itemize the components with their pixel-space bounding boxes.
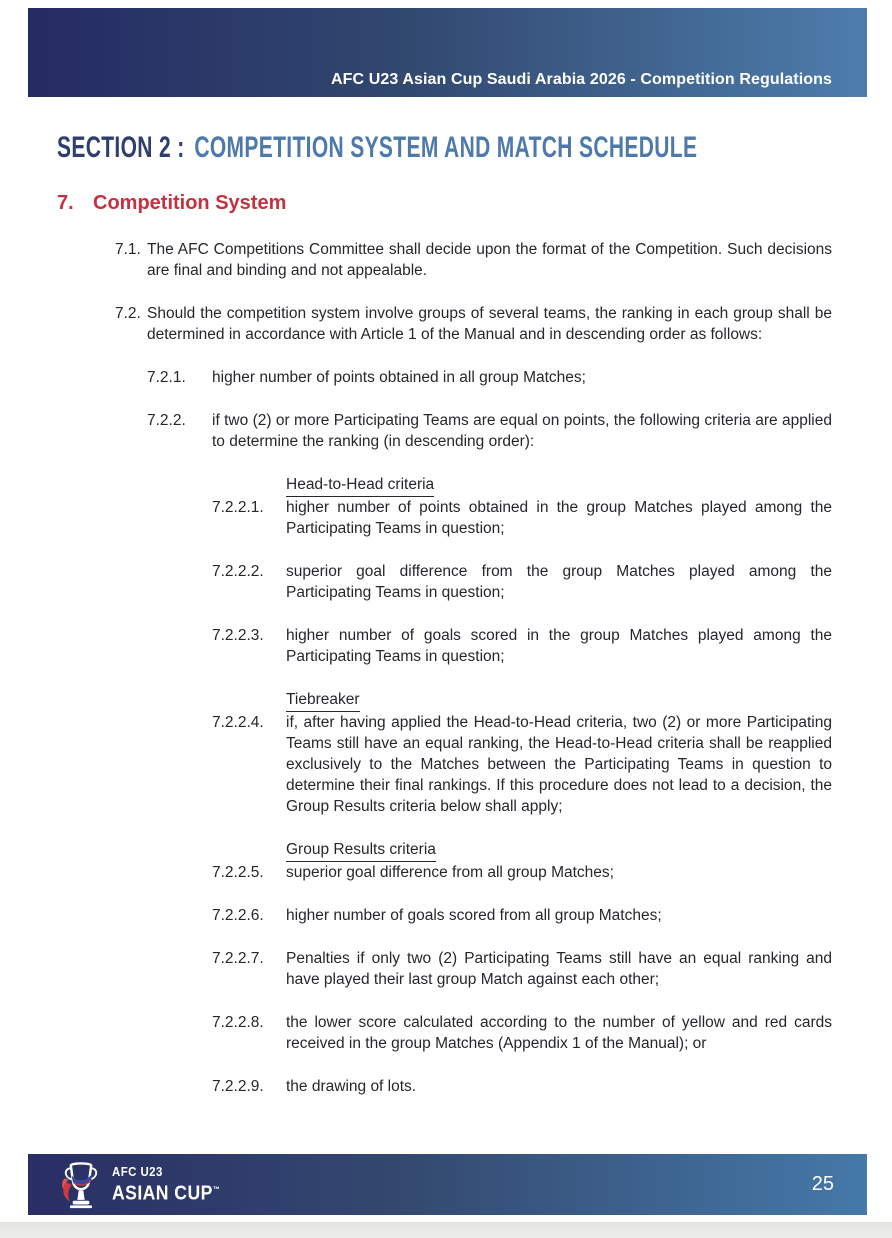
- clause-number: 7.2.2.7.: [212, 950, 264, 967]
- afc-u23-asian-cup-logo: [58, 1160, 235, 1210]
- clause-row: [115, 239, 832, 281]
- section-title-text: COMPETITION SYSTEM AND MATCH SCHEDULE: [194, 131, 698, 164]
- page-bottom-edge: [0, 1222, 892, 1238]
- article-heading: [57, 192, 286, 215]
- clause-row: [147, 367, 832, 388]
- page-number: 25: [811, 1173, 834, 1195]
- clause-text: higher number of points obtained in all group Matches;: [212, 369, 586, 386]
- regulation-item: [0, 239, 892, 281]
- clause-row: [212, 1076, 832, 1097]
- clause-text: higher number of goals scored from all group Matches;: [286, 907, 662, 924]
- section-title: [57, 131, 697, 165]
- clause-text: superior goal difference from all group Matches;: [286, 864, 614, 881]
- clause-row: [115, 303, 832, 345]
- trademark-symbol: ™: [212, 1184, 221, 1194]
- regulation-item: [0, 474, 892, 539]
- clause-text: the drawing of lots.: [286, 1078, 417, 1095]
- clause-number: 7.2.2.5.: [212, 864, 264, 881]
- regulation-item: [0, 410, 892, 452]
- regulation-item: [0, 839, 892, 883]
- regulation-clauses: [0, 239, 892, 1119]
- page-header-band: [28, 8, 867, 97]
- regulation-item: [0, 561, 892, 603]
- clause-row: [212, 948, 832, 990]
- clause-number: 7.2.2.6.: [212, 907, 264, 924]
- clause-number: 7.2.1.: [147, 369, 186, 386]
- page-footer-band: [28, 1154, 867, 1215]
- logo-line1: AFC U23: [112, 1163, 163, 1179]
- criteria-heading: Tiebreaker: [286, 689, 832, 712]
- clause-number: 7.2.2.: [147, 412, 186, 429]
- regulation-item: [0, 1012, 892, 1054]
- clause-row: [212, 1012, 832, 1054]
- clause-number: 7.2.2.2.: [212, 563, 264, 580]
- regulation-item: [0, 303, 892, 345]
- logo-wordmark: [112, 1165, 220, 1205]
- clause-text: The AFC Competitions Committee shall decide upon the format of the Competition. Such decisions are final and binding and not appealable.: [147, 241, 832, 279]
- regulation-item: [0, 367, 892, 388]
- clause-row: [212, 862, 832, 883]
- clause-number: 7.2.: [115, 305, 141, 322]
- article-title: Competition System: [93, 192, 287, 214]
- clause-text: if, after having applied the Head-to-Head criteria, two (2) or more Participating Teams still have an equal ranking, the Head-to-Head criteria shall be reapplied exclusively to the Matches between the Participating Teams in question to determine their final rankings. If this procedure does not lead to a decision, the Group Results criteria below shall apply;: [286, 714, 832, 815]
- criteria-heading: Head-to-Head criteria: [286, 474, 832, 497]
- clause-row: [212, 561, 832, 603]
- clause-number: 7.2.2.1.: [212, 499, 264, 516]
- regulation-item: [0, 689, 892, 817]
- clause-text: superior goal difference from the group Matches played among the Participating Teams in question;: [286, 563, 832, 601]
- regulation-item: [0, 1076, 892, 1097]
- clause-number: 7.2.2.8.: [212, 1014, 264, 1031]
- clause-row: [212, 712, 832, 817]
- clause-row: [147, 410, 832, 452]
- clause-number: 7.2.2.4.: [212, 714, 264, 731]
- clause-text: Penalties if only two (2) Participating Teams still have an equal ranking and have played their last group Match against each other;: [286, 950, 832, 988]
- clause-text: the lower score calculated according to the number of yellow and red cards received in the group Matches (Appendix 1 of the Manual); or: [286, 1014, 832, 1052]
- header-title: AFC U23 Asian Cup Saudi Arabia 2026 - Competition Regulations: [331, 71, 832, 88]
- clause-row: [212, 625, 832, 667]
- clause-number: 7.2.2.3.: [212, 627, 264, 644]
- clause-number: 7.2.2.9.: [212, 1078, 264, 1095]
- clause-text: Should the competition system involve groups of several teams, the ranking in each group shall be determined in accordance with Article 1 of the Manual and in descending order as follows:: [147, 305, 832, 343]
- clause-text: if two (2) or more Participating Teams are equal on points, the following criteria are applied to determine the ranking (in descending order):: [212, 412, 832, 450]
- clause-row: [212, 905, 832, 926]
- logo-line2: ASIAN CUP™: [112, 1182, 221, 1205]
- clause-row: [212, 497, 832, 539]
- regulation-item: [0, 905, 892, 926]
- regulation-item: [0, 625, 892, 667]
- trophy-icon: [58, 1160, 104, 1210]
- clause-number: 7.1.: [115, 241, 141, 258]
- clause-text: higher number of points obtained in the group Matches played among the Participating Teams in question;: [286, 499, 832, 537]
- clause-text: higher number of goals scored in the group Matches played among the Participating Teams in question;: [286, 627, 832, 665]
- regulation-item: [0, 948, 892, 990]
- article-number: 7.: [57, 192, 74, 214]
- section-label: SECTION 2 :: [57, 131, 185, 164]
- criteria-heading: Group Results criteria: [286, 839, 832, 862]
